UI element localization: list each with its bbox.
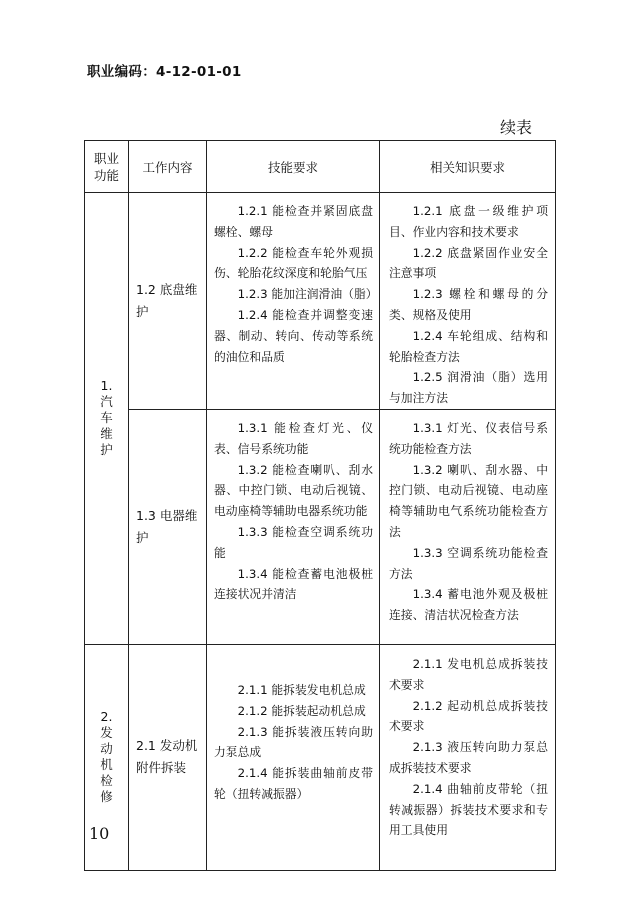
- work-content-cell: [129, 644, 207, 870]
- work-content: 1.2 底盘维护: [136, 281, 198, 319]
- work-content-cell: [129, 409, 207, 644]
- function-number: 2.: [100, 709, 113, 725]
- table-row: [85, 644, 556, 870]
- function-name: 发动机检修: [100, 725, 113, 805]
- skill-item: 1.2.4 能检查并调整变速器、制动、转向、传动等系统的油位和品质: [214, 307, 373, 364]
- header-knowledge-requirements: 相关知识要求: [380, 141, 556, 193]
- work-content: 1.3 电器维护: [136, 507, 198, 545]
- header-work-content: 工作内容: [129, 141, 207, 193]
- knowledge-cell: [380, 409, 556, 644]
- knowledge-item: 1.3.3 空调系统功能检查方法: [389, 545, 548, 581]
- knowledge-item: 1.3.4 蓄电池外观及极桩连接、清洁状况检查方法: [389, 587, 548, 623]
- page-number: 10: [89, 824, 110, 843]
- skills-cell: [207, 409, 380, 644]
- knowledge-item: 2.1.2 起动机总成拆装技术要求: [389, 698, 548, 734]
- skills-table: [84, 140, 556, 871]
- knowledge-item: 1.3.2 喇叭、刮水器、中控门锁、电动后视镜、电动座椅等辅助电气系统功能检查方法: [389, 462, 548, 539]
- function-cell: [85, 193, 129, 645]
- table-header-row: [85, 141, 556, 193]
- skill-item: 2.1.2 能拆装起动机总成: [237, 703, 366, 718]
- header-function: 职业 功能: [85, 141, 129, 193]
- skill-item: 1.3.2 能检查喇叭、刮水器、中控门锁、电动后视镜、电动座椅等辅助电器系统功能: [214, 462, 373, 519]
- skills-cell: [207, 644, 380, 870]
- table-row: [85, 193, 556, 410]
- knowledge-cell: [380, 644, 556, 870]
- skills-cell: [207, 193, 380, 410]
- occupation-code: 职业编码：4-12-01-01: [87, 64, 242, 80]
- skill-item: 2.1.3 能拆装液压转向助力泵总成: [214, 724, 373, 760]
- work-content: 2.1 发动机附件拆装: [136, 738, 198, 776]
- function-name: 汽车维护: [100, 394, 113, 458]
- knowledge-item: 2.1.1 发电机总成拆装技术要求: [389, 656, 548, 692]
- skill-item: 2.1.1 能拆装发电机总成: [237, 682, 366, 697]
- knowledge-item: 1.2.5 润滑油（脂）选用与加注方法: [389, 370, 548, 406]
- skill-item: 1.3.3 能检查空调系统功能: [214, 524, 373, 560]
- knowledge-item: 1.2.2 底盘紧固作业安全注意事项: [389, 245, 548, 281]
- knowledge-item: 1.2.4 车轮组成、结构和轮胎检查方法: [389, 328, 548, 364]
- knowledge-item: 1.2.3 螺栓和螺母的分类、规格及使用: [389, 287, 548, 322]
- skill-item: 1.2.2 能检查车轮外观损伤、轮胎花纹深度和轮胎气压: [214, 245, 373, 281]
- knowledge-item: 1.2.1 底盘一级维护项目、作业内容和技术要求: [389, 204, 548, 239]
- knowledge-item: 2.1.4 曲轴前皮带轮（扭转减振器）拆装技术要求和专用工具使用: [389, 781, 548, 838]
- skill-item: 1.2.1 能检查并紧固底盘螺栓、螺母: [214, 204, 373, 239]
- table-row: [85, 409, 556, 644]
- work-content-cell: [129, 193, 207, 410]
- knowledge-cell: [380, 193, 556, 410]
- continued-label: 续表: [500, 118, 533, 137]
- skill-item: 1.3.4 能检查蓄电池极桩连接状况并清洁: [214, 566, 373, 602]
- skill-item: 1.3.1 能检查灯光、仪表、信号系统功能: [214, 420, 373, 456]
- header-skill-requirements: 技能要求: [207, 141, 380, 193]
- skill-item: 1.2.3 能加注润滑油（脂）: [237, 287, 378, 302]
- function-number: 1.: [100, 378, 113, 394]
- knowledge-item: 2.1.3 液压转向助力泵总成拆装技术要求: [389, 740, 548, 775]
- skill-item: 2.1.4 能拆装曲轴前皮带轮（扭转减振器）: [214, 766, 373, 801]
- knowledge-item: 1.3.1 灯光、仪表信号系统功能检查方法: [389, 420, 548, 456]
